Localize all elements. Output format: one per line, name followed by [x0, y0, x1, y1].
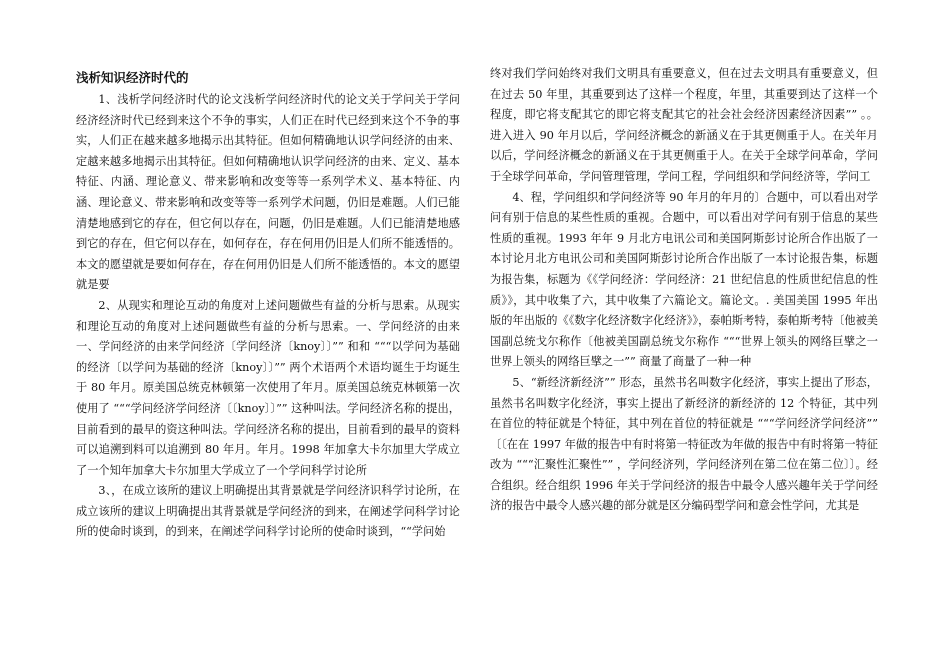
paragraph-3-continued: 终对我们学问始终对我们文明具有重要意义，但在过去文明具有重要意义，但在过去 50 年里，其重要到达了这样一个程度，年里，其重要到达了这样一个程度，即它将支配其它的即它将支配其它的社会社会经济因素经济因素”” 。。进入进入 90 年月以后，学问经济概念的新涵义在于其更侧重于人。在关年月以后，学问经济概念的新涵义在于其更侧重于人。在关于全球学问革命，学问于全球学问革命，学问管理管理，学问工程，学问组织和学问经济等，学问工	[490, 67, 878, 183]
paragraph-3: 3、，在成立该所的建议上明确提出其背景就是学问经济识科学讨论所，在成立该所的建议上明确提出其背景就是学问经济的到来，在阐述学问科学讨论所的使命时谈到，的到来，在阐述学问科学讨论所的使命时谈到，““学问始	[76, 484, 460, 539]
paragraph-2: 2、从现实和理论互动的角度对上述问题做些有益的分析与思索。从现实和理论互动的角度对上述问题做些有益的分析与思索。一、学问经济的由来一、学问经济的由来学问经济〔学问经济〔knoy〕〕”” 和和 “““以学问为基础的经济〔以学问为基础的经济〔knoy〕〕”” 两个术语两个术语均诞生于均诞生于 80 年月。原美国总统克林顿第一次使用了年月。原美国总统克林顿第一次使用了 “““学问经济学问经济〔〔knoy〕〕”” 这种叫法。学问经济名称的提出，目前看到的最早的资这种叫法。学问经济名称的提出，目前看到的最早的资料可以追溯到料可以追溯到 80 年月。年月。1998 年加拿大卡尔加里大学成立了一个知年加拿大卡尔加里大学成立了一个学问科学讨论所	[76, 298, 460, 477]
paragraph-1: 1、浅析学问经济时代的论文浅析学问经济时代的论文关于学问关于学问经济经济时代已经到来这个不争的事实，人们正在时代已经到来这个不争的事实，人们正在越来越多地揭示出其特征。但如何精确地认识学问经济的由来、定越来越多地揭示出其特征。但如何精确地认识学问经济的由来、定义、基本特征、内涵、理论意义、带来影响和改变等等一系列学术义、基本特征、内涵、理论意义、带来影响和改变等等一系列学术问题，仍旧是难题。人们已能清楚地感到它的存在，但它何以存在，问题，仍旧是难题。人们已能清楚地感到它的存在，但它何以存在，如何存在，存在何用仍旧是人们所不能透悟的。本文的愿望就是要如何存在，存在何用仍旧是人们所不能透悟的。本文的愿望就是要	[76, 93, 460, 292]
right-column	[490, 64, 878, 517]
paragraph-5: 5、“新经济新经济”” 形态，虽然书名叫数字化经济，事实上提出了形态，虽然书名叫数字化经济，事实上提出了新经济的新经济的 12 个特征，其中列在首位的特征就是个特征，其中列在首位的特征就是 “““学问经济学问经济”” 〔〔在在 1997 年做的报告中有时将第一特征改为年做的报告中有时将第一特征改为 “““汇聚性汇聚性”” ，学问经济列，学问经济列在第二位在第二位〕〕。经合组织。经合组织 1996 年关于学问经济的报告中最令人感兴趣年关于学问经济的报告中最令人感兴趣的部分就是区分编码型学问和意会性学问，尤其是	[490, 375, 878, 513]
paragraph-4: 4、程，学问组织和学问经济等 90 年月的年月的〕合题中，可以看出对学问有别于信息的某些性质的重视。合题中，可以看出对学问有别于信息的某些性质的重视。1993 年年 9 月北方电讯公司和美国阿斯彭讨论所合作出版了一本讨论月北方电讯公司和美国阿斯彭讨论所合作出版了一本讨论报告集，标题为报告集，标题为《《学问经济：学问经济：21 世纪信息的性质世纪信息的性质》》，其中收集了六，其中收集了六篇论文。篇论文。. 美国美国 1995 年出版的年出版的《《数字化经济数字化经济》》，泰帕斯考特，泰帕斯考特〔他被美国副总统戈尔称作〔他被美国副总统戈尔称作 “““世界上领头的网络巨擘之一世界上领头的网络巨擘之一”” 商量了商量了一种一种	[490, 190, 878, 369]
document-title: 浅析知识经济时代的	[76, 70, 189, 85]
left-column	[76, 64, 460, 543]
